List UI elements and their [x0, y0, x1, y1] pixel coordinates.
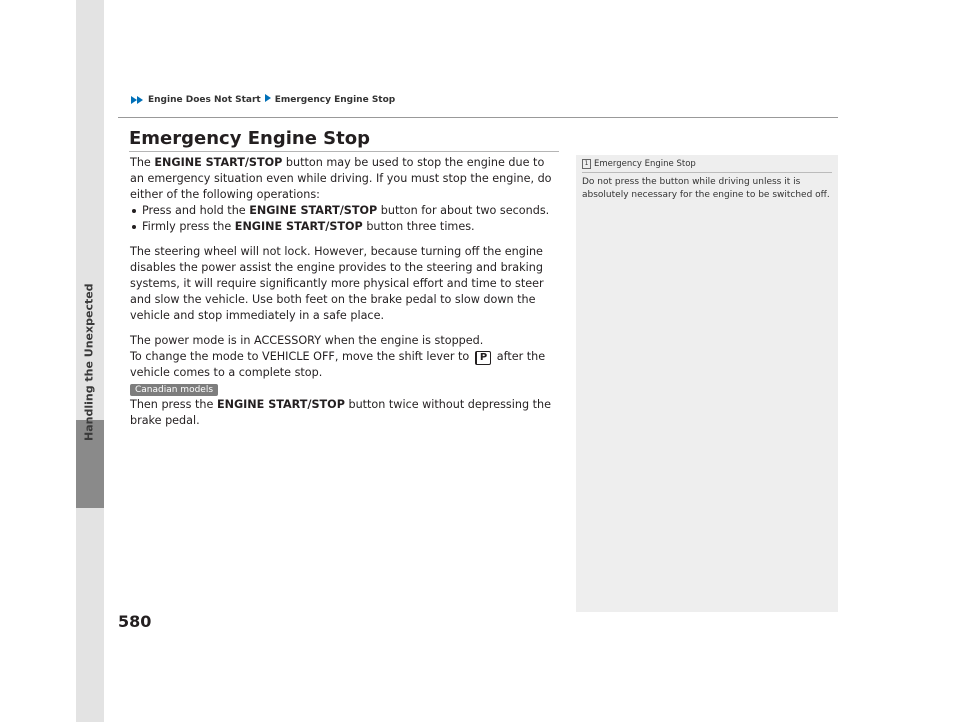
park-position-icon: P [475, 351, 491, 365]
canadian-paragraph: Then press the ENGINE START/STOP button twice without depressing the brake pedal. [130, 398, 551, 427]
list-item: Firmly press the ENGINE START/STOP button three times. [130, 219, 558, 235]
canadian-models-badge: Canadian models [130, 384, 218, 396]
sidebar-title: Emergency Engine Stop [594, 159, 696, 169]
reference-number-icon: 1 [582, 159, 591, 169]
header-divider [118, 117, 838, 118]
bullet-icon [132, 225, 136, 229]
title-divider [129, 151, 559, 152]
power-mode-paragraph: The power mode is in ACCESSORY when the engine is stopped. To change the mode to VEHICLE OFF, move the shift lever to P after the vehicle comes to a complete stop. [130, 334, 546, 379]
list-item: Press and hold the ENGINE START/STOP button for about two seconds. [130, 203, 558, 219]
bullet-icon [132, 209, 136, 213]
operations-list [130, 203, 558, 235]
engine-start-stop-label: ENGINE START/STOP [249, 204, 378, 217]
sidebar-divider [582, 172, 832, 173]
side-tab-label: Handling the Unexpected [82, 283, 96, 441]
steering-paragraph: The steering wheel will not lock. However, because turning off the engine disables the power assist the engine provides to the steering and braking systems, it will require significantly more physical effort and time to steer and slow the vehicle. Use both feet on the brake pedal to slow down the vehicle and stop immediately in a safe place. [130, 245, 544, 322]
page-number: 580 [118, 612, 152, 631]
breadcrumb-item-engine-does-not-start[interactable]: Engine Does Not Start [148, 94, 261, 105]
main-content [130, 155, 558, 438]
sidebar-header [582, 159, 696, 169]
breadcrumb-arrow-icon [265, 94, 271, 105]
intro-paragraph: The ENGINE START/STOP button may be used to stop the engine due to an emergency situation even while driving. If you must stop the engine, do either of the following operations: [130, 156, 552, 201]
breadcrumb-arrow-icon [131, 96, 143, 104]
sidebar-body: Do not press the button while driving unless it is absolutely necessary for the engine to be switched off. [582, 177, 830, 200]
engine-start-stop-label: ENGINE START/STOP [216, 398, 345, 411]
page-title: Emergency Engine Stop [129, 128, 370, 149]
sidebar-note [576, 155, 838, 612]
breadcrumb-item-emergency-engine-stop[interactable]: Emergency Engine Stop [274, 94, 396, 105]
engine-start-stop-label: ENGINE START/STOP [154, 156, 283, 169]
engine-start-stop-label: ENGINE START/STOP [234, 220, 363, 233]
breadcrumb [131, 94, 395, 105]
